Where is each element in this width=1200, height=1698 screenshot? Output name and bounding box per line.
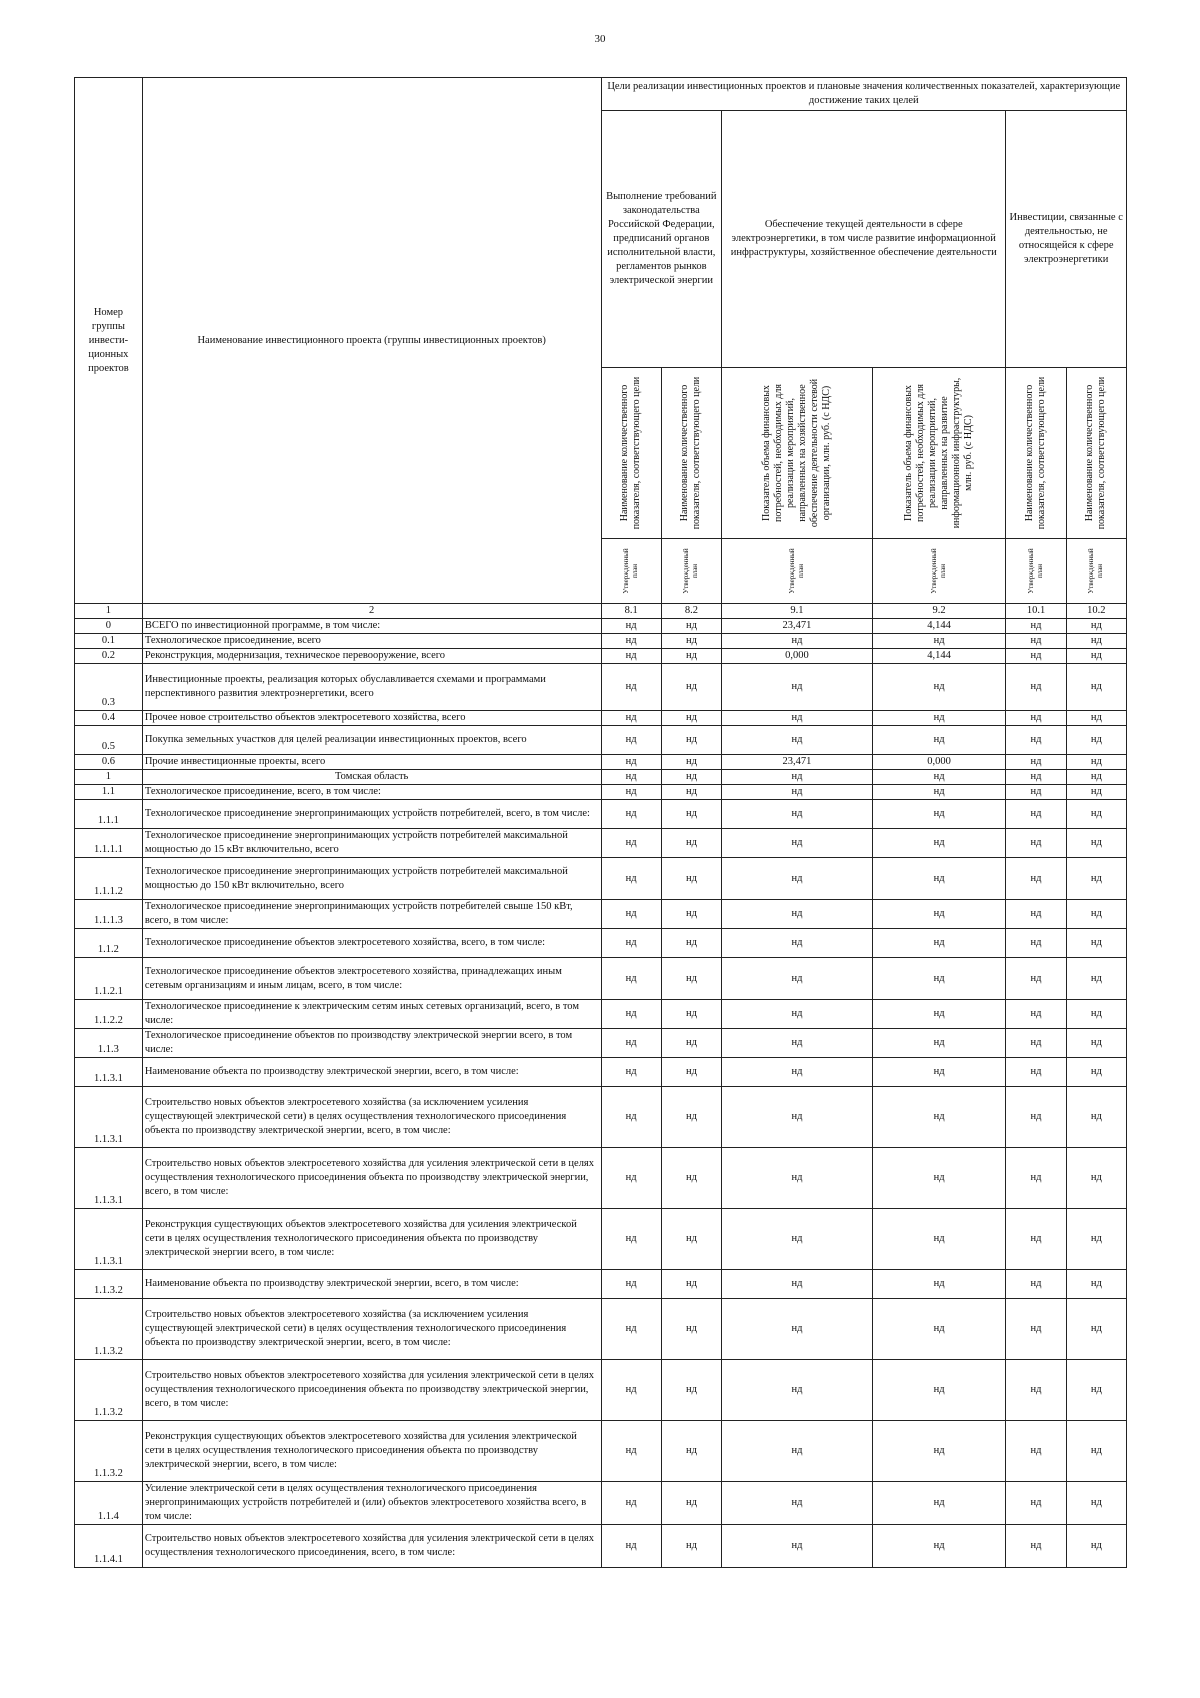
row-number: 1.1.1.2 — [75, 858, 143, 900]
row-value: нд — [601, 1299, 661, 1360]
page-number: 30 — [594, 33, 606, 45]
header-sub-10-2: Наименование количественного показателя, соответствующего цели — [1066, 368, 1126, 539]
table-row — [75, 900, 1127, 929]
header-group-number: Номер группы инвести-ционных проектов — [75, 78, 143, 604]
row-value: 4,144 — [872, 649, 1006, 664]
row-value: нд — [872, 770, 1006, 785]
row-value: нд — [601, 1029, 661, 1058]
row-value: нд — [1006, 664, 1066, 711]
header-project-name: Наименование инвестиционного проекта (группы инвестиционных проектов) — [142, 78, 601, 604]
row-value: нд — [872, 785, 1006, 800]
row-number: 0.2 — [75, 649, 143, 664]
row-project-name: Прочее новое строительство объектов электросетевого хозяйства, всего — [142, 711, 601, 726]
row-number: 1.1.4.1 — [75, 1525, 143, 1568]
row-value: нд — [722, 785, 873, 800]
row-project-name: Реконструкция существующих объектов электросетевого хозяйства для усиления электрической сети в целях осуществления технологического присоединения объекта по производству электрической энергии всего, в том числе: — [142, 1209, 601, 1270]
row-project-name: Прочие инвестиционные проекты, всего — [142, 755, 601, 770]
plan-label-9-1: Утвержденный план — [722, 539, 873, 604]
row-value: нд — [601, 619, 661, 634]
row-value: нд — [872, 1270, 1006, 1299]
row-number: 1.1 — [75, 785, 143, 800]
row-project-name: Технологическое присоединение, всего — [142, 634, 601, 649]
header-goal-10: Инвестиции, связанные с деятельностью, не относящейся к сфере электроэнергетики — [1006, 111, 1127, 368]
row-value: нд — [601, 829, 661, 858]
row-value: нд — [722, 1360, 873, 1421]
row-value: нд — [1066, 1299, 1126, 1360]
row-value: нд — [722, 1087, 873, 1148]
row-value: нд — [661, 785, 721, 800]
col-num: 9.2 — [872, 604, 1006, 619]
row-value: нд — [722, 770, 873, 785]
row-value: нд — [601, 1525, 661, 1568]
row-value: нд — [1066, 755, 1126, 770]
row-value: нд — [601, 785, 661, 800]
plan-label-10-1: Утвержденный план — [1006, 539, 1066, 604]
row-value: нд — [601, 1148, 661, 1209]
row-value: нд — [1066, 1270, 1126, 1299]
row-value: нд — [1066, 649, 1126, 664]
row-value: нд — [661, 1087, 721, 1148]
col-num: 2 — [142, 604, 601, 619]
row-number: 0 — [75, 619, 143, 634]
table-row — [75, 634, 1127, 649]
column-number-row — [75, 604, 1127, 619]
row-number: 1.1.2 — [75, 929, 143, 958]
row-value: нд — [1066, 1087, 1126, 1148]
row-number: 1.1.3.1 — [75, 1209, 143, 1270]
row-value: нд — [661, 1000, 721, 1029]
row-value: нд — [722, 1029, 873, 1058]
table-row — [75, 1000, 1127, 1029]
col-num: 1 — [75, 604, 143, 619]
row-project-name: Технологическое присоединение объектов электросетевого хозяйства, всего, в том числе: — [142, 929, 601, 958]
row-value: нд — [1006, 1299, 1066, 1360]
row-value: нд — [872, 1000, 1006, 1029]
row-value: нд — [661, 711, 721, 726]
row-value: нд — [601, 800, 661, 829]
row-value: нд — [1066, 634, 1126, 649]
row-value: нд — [601, 1209, 661, 1270]
row-project-name: Технологическое присоединение объектов по производству электрической энергии всего, в том числе: — [142, 1029, 601, 1058]
row-value: нд — [1066, 929, 1126, 958]
table-row — [75, 1299, 1127, 1360]
row-number: 1 — [75, 770, 143, 785]
table-row — [75, 1148, 1127, 1209]
row-value: нд — [1066, 726, 1126, 755]
table-row — [75, 1360, 1127, 1421]
table-row — [75, 1270, 1127, 1299]
row-project-name: Строительство новых объектов электросетевого хозяйства (за исключением усиления существующей электрической сети) в целях осуществления технологического присоединения объекта по производству электрической энергии, всего, в том числе: — [142, 1299, 601, 1360]
row-project-name: Реконструкция существующих объектов электросетевого хозяйства для усиления электрической сети в целях осуществления технологического присоединения объекта по производству электрической энергии, всего, в том числе: — [142, 1421, 601, 1482]
row-value: нд — [661, 664, 721, 711]
row-value: нд — [872, 1421, 1006, 1482]
investment-goals-table — [74, 77, 1127, 1568]
header-sub-9-1: Показатель объема финансовых потребностей, необходимых для реализации мероприятий, направленных на хозяйственное обеспечение деятельности сетевой организации, млн. руб. (с НДС) — [722, 368, 873, 539]
row-value: нд — [601, 649, 661, 664]
col-num: 8.1 — [601, 604, 661, 619]
table-row — [75, 1058, 1127, 1087]
row-value: нд — [601, 770, 661, 785]
row-value: нд — [1006, 1087, 1066, 1148]
table-row — [75, 619, 1127, 634]
row-value: нд — [601, 1087, 661, 1148]
row-value: нд — [872, 711, 1006, 726]
table-row — [75, 664, 1127, 711]
row-value: нд — [722, 929, 873, 958]
header-sub-10-1: Наименование количественного показателя, соответствующего цели — [1006, 368, 1066, 539]
row-value: нд — [1006, 1058, 1066, 1087]
row-number: 1.1.3 — [75, 1029, 143, 1058]
row-value: 0,000 — [872, 755, 1006, 770]
table-row — [75, 829, 1127, 858]
row-value: нд — [1006, 900, 1066, 929]
row-project-name: Технологическое присоединение энергопринимающих устройств потребителей максимальной мощностью до 15 кВт включительно, всего — [142, 829, 601, 858]
row-value: нд — [661, 958, 721, 1000]
row-value: нд — [1066, 619, 1126, 634]
row-value: нд — [661, 619, 721, 634]
row-value: нд — [872, 1029, 1006, 1058]
row-value: нд — [601, 664, 661, 711]
row-value: нд — [661, 1482, 721, 1525]
row-value: нд — [722, 664, 873, 711]
row-value: нд — [661, 900, 721, 929]
row-value: нд — [722, 711, 873, 726]
row-project-name: Строительство новых объектов электросетевого хозяйства для усиления электрической сети в целях осуществления технологического присоединения объекта по производству электрической энергии, всего, в том числе: — [142, 1360, 601, 1421]
row-value: нд — [722, 634, 873, 649]
row-value: нд — [722, 1000, 873, 1029]
row-value: нд — [1006, 1000, 1066, 1029]
table-row — [75, 1421, 1127, 1482]
row-value: нд — [1066, 785, 1126, 800]
row-value: нд — [601, 1360, 661, 1421]
header-sub-8-2: Наименование количественного показателя, соответствующего цели — [661, 368, 721, 539]
row-project-name: ВСЕГО по инвестиционной программе, в том числе: — [142, 619, 601, 634]
row-value: нд — [1006, 1270, 1066, 1299]
row-value: нд — [722, 726, 873, 755]
row-number: 1.1.1 — [75, 800, 143, 829]
row-value: нд — [872, 1299, 1006, 1360]
row-number: 0.3 — [75, 664, 143, 711]
row-value: нд — [872, 1360, 1006, 1421]
row-value: нд — [1006, 619, 1066, 634]
row-value: нд — [601, 900, 661, 929]
row-project-name: Технологическое присоединение энергопринимающих устройств потребителей свыше 150 кВт, всего, в том числе: — [142, 900, 601, 929]
row-value: нд — [722, 1525, 873, 1568]
row-value: нд — [722, 958, 873, 1000]
table-row — [75, 929, 1127, 958]
row-value: нд — [1066, 900, 1126, 929]
row-number: 1.1.2.1 — [75, 958, 143, 1000]
header-sub-9-2: Показатель объема финансовых потребностей, необходимых для реализации мероприятий, направленных на развитие информационной инфраструктуры, млн. руб. (с НДС) — [872, 368, 1006, 539]
row-value: нд — [1006, 1360, 1066, 1421]
row-value: нд — [661, 1360, 721, 1421]
row-value: нд — [661, 1148, 721, 1209]
row-number: 1.1.1.3 — [75, 900, 143, 929]
row-value: нд — [661, 929, 721, 958]
row-value: нд — [601, 634, 661, 649]
row-number: 1.1.3.2 — [75, 1421, 143, 1482]
row-value: нд — [1066, 1360, 1126, 1421]
row-number: 0.6 — [75, 755, 143, 770]
row-value: нд — [1006, 785, 1066, 800]
row-value: нд — [661, 1058, 721, 1087]
row-value: нд — [1006, 1482, 1066, 1525]
row-value: нд — [1006, 800, 1066, 829]
row-value: нд — [722, 900, 873, 929]
row-value: нд — [1066, 1482, 1126, 1525]
row-value: нд — [1006, 755, 1066, 770]
row-project-name: Технологическое присоединение к электрическим сетям иных сетевых организаций, всего, в том числе: — [142, 1000, 601, 1029]
row-value: нд — [1066, 1209, 1126, 1270]
row-value: нд — [1006, 634, 1066, 649]
table-row — [75, 1525, 1127, 1568]
row-number: 0.4 — [75, 711, 143, 726]
row-value: нд — [872, 1148, 1006, 1209]
row-value: нд — [661, 1029, 721, 1058]
row-value: нд — [722, 1482, 873, 1525]
row-value: нд — [661, 800, 721, 829]
row-value: нд — [1006, 649, 1066, 664]
row-value: нд — [601, 726, 661, 755]
row-value: нд — [601, 1058, 661, 1087]
row-value: нд — [601, 1482, 661, 1525]
row-value: нд — [661, 829, 721, 858]
row-value: нд — [1066, 1525, 1126, 1568]
row-value: нд — [1006, 958, 1066, 1000]
row-value: 23,471 — [722, 619, 873, 634]
plan-label-8-1: Утвержденный план — [601, 539, 661, 604]
row-value: нд — [722, 1299, 873, 1360]
row-value: нд — [872, 1525, 1006, 1568]
row-value: нд — [722, 1421, 873, 1482]
row-number: 1.1.3.2 — [75, 1299, 143, 1360]
row-value: нд — [872, 1482, 1006, 1525]
row-value: нд — [1066, 800, 1126, 829]
row-value: нд — [722, 858, 873, 900]
row-value: нд — [661, 770, 721, 785]
row-value: нд — [661, 755, 721, 770]
row-value: нд — [1006, 1148, 1066, 1209]
row-value: нд — [661, 634, 721, 649]
header-goal-8: Выполнение требований законодательства Российской Федерации, предписаний органов исполнительной власти, регламентов рынков электрической энергии — [601, 111, 722, 368]
row-value: нд — [872, 929, 1006, 958]
row-value: нд — [661, 726, 721, 755]
table-row — [75, 755, 1127, 770]
row-value: нд — [661, 858, 721, 900]
row-value: нд — [601, 1270, 661, 1299]
header-sub-8-1: Наименование количественного показателя, соответствующего цели — [601, 368, 661, 539]
row-value: нд — [1066, 770, 1126, 785]
row-value: нд — [1066, 1148, 1126, 1209]
row-value: нд — [601, 755, 661, 770]
row-number: 1.1.4 — [75, 1482, 143, 1525]
row-value: нд — [722, 1058, 873, 1087]
row-value: нд — [1006, 929, 1066, 958]
row-project-name: Технологическое присоединение энергопринимающих устройств потребителей, всего, в том числе: — [142, 800, 601, 829]
table-row — [75, 858, 1127, 900]
row-value: нд — [872, 900, 1006, 929]
row-value: нд — [872, 858, 1006, 900]
header-goals-title: Цели реализации инвестиционных проектов и плановые значения количественных показателей, характеризующие достижение таких целей — [601, 78, 1126, 111]
row-project-name: Технологическое присоединение энергопринимающих устройств потребителей максимальной мощностью до 150 кВт включительно, всего — [142, 858, 601, 900]
row-value: 0,000 — [722, 649, 873, 664]
header-goal-9: Обеспечение текущей деятельности в сфере электроэнергетики, в том числе развитие информационной инфраструктуры, хозяйственное обеспечение деятельности — [722, 111, 1006, 368]
col-num: 9.1 — [722, 604, 873, 619]
row-value: нд — [722, 1148, 873, 1209]
col-num: 10.1 — [1006, 604, 1066, 619]
row-project-name: Строительство новых объектов электросетевого хозяйства (за исключением усиления существующей электрической сети) в целях осуществления технологического присоединения объекта по производству электрической энергии, всего, в том числе: — [142, 1087, 601, 1148]
row-value: нд — [872, 1058, 1006, 1087]
row-value: нд — [1066, 1029, 1126, 1058]
row-value: нд — [1006, 1209, 1066, 1270]
row-number: 1.1.3.1 — [75, 1058, 143, 1087]
row-number: 1.1.3.2 — [75, 1270, 143, 1299]
col-num: 10.2 — [1066, 604, 1126, 619]
table-row — [75, 1482, 1127, 1525]
row-value: нд — [601, 929, 661, 958]
row-value: нд — [601, 1421, 661, 1482]
row-project-name: Наименование объекта по производству электрической энергии, всего, в том числе: — [142, 1058, 601, 1087]
row-value: нд — [1066, 858, 1126, 900]
row-value: нд — [1066, 958, 1126, 1000]
row-project-name: Инвестиционные проекты, реализация которых обуславливается схемами и программами перспективного развития электроэнергетики, всего — [142, 664, 601, 711]
row-value: нд — [872, 726, 1006, 755]
row-value: нд — [1066, 664, 1126, 711]
row-value: нд — [661, 1270, 721, 1299]
row-project-name: Реконструкция, модернизация, техническое перевооружение, всего — [142, 649, 601, 664]
row-value: нд — [872, 829, 1006, 858]
row-value: нд — [872, 958, 1006, 1000]
row-value: нд — [601, 858, 661, 900]
row-value: нд — [1066, 711, 1126, 726]
row-project-name: Томская область — [142, 770, 601, 785]
row-value: нд — [872, 1087, 1006, 1148]
row-value: нд — [661, 1209, 721, 1270]
table-row — [75, 649, 1127, 664]
row-value: нд — [872, 1209, 1006, 1270]
row-value: нд — [872, 664, 1006, 711]
row-number: 0.5 — [75, 726, 143, 755]
row-number: 0.1 — [75, 634, 143, 649]
table-row — [75, 1029, 1127, 1058]
row-value: 23,471 — [722, 755, 873, 770]
plan-label-10-2: Утвержденный план — [1066, 539, 1126, 604]
row-number: 1.1.3.1 — [75, 1148, 143, 1209]
row-value: нд — [872, 800, 1006, 829]
col-num: 8.2 — [661, 604, 721, 619]
row-value: нд — [722, 1209, 873, 1270]
row-value: нд — [722, 1270, 873, 1299]
row-project-name: Строительство новых объектов электросетевого хозяйства для усиления электрической сети в целях осуществления технологического присоединения объекта по производству электрической энергии, всего, в том числе: — [142, 1148, 601, 1209]
row-value: нд — [872, 634, 1006, 649]
row-value: нд — [1006, 1029, 1066, 1058]
row-project-name: Технологическое присоединение, всего, в том числе: — [142, 785, 601, 800]
row-value: нд — [601, 1000, 661, 1029]
row-value: нд — [722, 800, 873, 829]
row-value: нд — [661, 1421, 721, 1482]
table-row — [75, 1087, 1127, 1148]
row-number: 1.1.1.1 — [75, 829, 143, 858]
table-row — [75, 785, 1127, 800]
table-row — [75, 726, 1127, 755]
plan-label-8-2: Утвержденный план — [661, 539, 721, 604]
row-value: нд — [661, 649, 721, 664]
row-project-name: Технологическое присоединение объектов электросетевого хозяйства, принадлежащих иным сетевым организациям и иным лицам, всего, в том числе: — [142, 958, 601, 1000]
row-value: нд — [1006, 1525, 1066, 1568]
row-value: 4,144 — [872, 619, 1006, 634]
row-value: нд — [1066, 1421, 1126, 1482]
row-value: нд — [661, 1525, 721, 1568]
row-value: нд — [1066, 1000, 1126, 1029]
row-number: 1.1.3.1 — [75, 1087, 143, 1148]
table-row — [75, 770, 1127, 785]
table-row — [75, 800, 1127, 829]
plan-label-9-2: Утвержденный план — [872, 539, 1006, 604]
row-value: нд — [1006, 770, 1066, 785]
row-project-name: Наименование объекта по производству электрической энергии, всего, в том числе: — [142, 1270, 601, 1299]
table-row — [75, 1209, 1127, 1270]
row-value: нд — [601, 958, 661, 1000]
row-project-name: Строительство новых объектов электросетевого хозяйства для усиления электрической сети в целях осуществления технологического присоединения, всего, в том числе: — [142, 1525, 601, 1568]
row-value: нд — [1006, 726, 1066, 755]
row-value: нд — [722, 829, 873, 858]
row-value: нд — [1006, 711, 1066, 726]
table-row — [75, 711, 1127, 726]
row-value: нд — [1066, 829, 1126, 858]
row-value: нд — [661, 1299, 721, 1360]
row-value: нд — [1006, 1421, 1066, 1482]
row-value: нд — [1006, 858, 1066, 900]
row-value: нд — [601, 711, 661, 726]
row-number: 1.1.3.2 — [75, 1360, 143, 1421]
row-value: нд — [1066, 1058, 1126, 1087]
row-value: нд — [1006, 829, 1066, 858]
row-number: 1.1.2.2 — [75, 1000, 143, 1029]
row-project-name: Усиление электрической сети в целях осуществления технологического присоединения энергопринимающих устройств потребителей и (или) объектов электросетевого хозяйства всего, в том числе: — [142, 1482, 601, 1525]
table-row — [75, 958, 1127, 1000]
row-project-name: Покупка земельных участков для целей реализации инвестиционных проектов, всего — [142, 726, 601, 755]
